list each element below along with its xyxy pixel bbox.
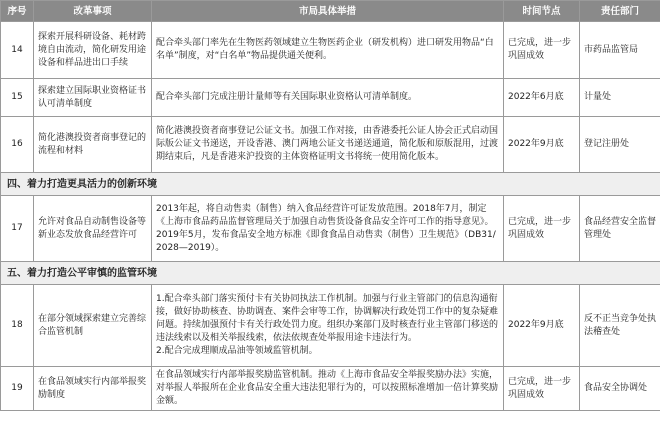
table-row [1, 117, 660, 173]
row-measure: 在食品领域实行内部举报奖励监管机制。推动《上海市食品安全举报奖励办法》实施，对举报人举报所在企业食品安全重大违法犯罪行为的，可以按照标准增加一倍计算奖励金额。 [152, 367, 504, 411]
row-item: 探索开展科研设备、耗材跨境自由流动，简化研发用途设备和样品进出口手续 [34, 22, 152, 79]
table-row [1, 367, 660, 411]
row-item: 探索建立国际职业资格证书认可清单制度 [34, 79, 152, 117]
row-dept: 登记注册处 [580, 117, 660, 173]
row-measure-line: 1.配合牵头部门落实预付卡有关协同执法工作机制。加强与行业主管部门的信息沟通衔接，做好协助核查、协助调查、案件会审等工作，协调解决行政处罚工作中的复杂疑难问题。持续加强预付卡有关行政处罚力度。组织办案部门及时核查行业主管部门移送的违法线索以及相关举报线索，依法依规查处举报用途卡违法行为。 [156, 294, 499, 343]
row-timing: 已完成，进一步巩固成效 [504, 196, 580, 262]
row-measure: 配合牵头部门率先在生物医药领域建立生物医药企业（研发机构）进口研发用物品“白名单”制度，对“白名单”物品提供通关便利。 [152, 22, 504, 79]
section-row [1, 262, 660, 285]
row-item: 允许对食品自动制售设备等新业态发放食品经营许可 [34, 196, 152, 262]
row-dept: 食品安全协调处 [580, 367, 660, 411]
table-row [1, 22, 660, 79]
section-row [1, 173, 660, 196]
header-timing: 时间节点 [504, 1, 580, 22]
row-no: 18 [1, 285, 34, 367]
row-item: 在部分领域探索建立完善综合监管机制 [34, 285, 152, 367]
header-dept: 责任部门 [580, 1, 660, 22]
section-heading-4: 四、着力打造更具活力的创新环境 [1, 173, 660, 196]
row-no: 19 [1, 367, 34, 411]
section-heading-5: 五、着力打造公平审慎的监管环境 [1, 262, 660, 285]
row-timing: 2022年9月底 [504, 285, 580, 367]
row-dept: 计量处 [580, 79, 660, 117]
table-header-row [1, 1, 660, 22]
row-timing: 已完成，进一步巩固成效 [504, 367, 580, 411]
row-timing: 已完成，进一步巩固成效 [504, 22, 580, 79]
row-no: 16 [1, 117, 34, 173]
table-row [1, 196, 660, 262]
row-dept: 食品经营安全监督管理处 [580, 196, 660, 262]
header-no: 序号 [1, 1, 34, 22]
row-dept: 市药品监管局 [580, 22, 660, 79]
table-row [1, 79, 660, 117]
table-row [1, 285, 660, 367]
row-measure [152, 285, 504, 367]
row-no: 14 [1, 22, 34, 79]
row-measure-line: 2.配合完成理顺成品油等领域监管机制。 [156, 346, 318, 356]
row-dept: 反不正当竞争处执法稽查处 [580, 285, 660, 367]
row-item: 在食品领域实行内部举报奖励制度 [34, 367, 152, 411]
row-measure: 简化港澳投资者商事登记公证文书。加强工作对接，由香港委托公证人协会正式启动国际版公证文书递送，开设香港、澳门两地公证文书递送通道，简化版和原版混用，过渡期结束后，凡是香港来沪投资的主体资格证明文书将统一使用简化版本。 [152, 117, 504, 173]
header-item: 改革事项 [34, 1, 152, 22]
row-timing: 2022年6月底 [504, 79, 580, 117]
row-timing: 2022年9月底 [504, 117, 580, 173]
row-no: 17 [1, 196, 34, 262]
header-measure: 市局具体举措 [152, 1, 504, 22]
row-item: 简化港澳投资者商事登记的流程和材料 [34, 117, 152, 173]
row-measure: 2013年起，将自动售卖（制售）纳入食品经营许可证发放范围。2018年7月，制定《上海市食品药品监督管理局关于加强自动售货设备食品安全许可工作的指导意见》。2019年5月，发布食品安全地方标准《即食食品自动售卖（制售）卫生规范》（DB31/2028—2019）。 [152, 196, 504, 262]
row-no: 15 [1, 79, 34, 117]
row-measure: 配合牵头部门完成注册计量师等有关国际职业资格认可清单制度。 [152, 79, 504, 117]
